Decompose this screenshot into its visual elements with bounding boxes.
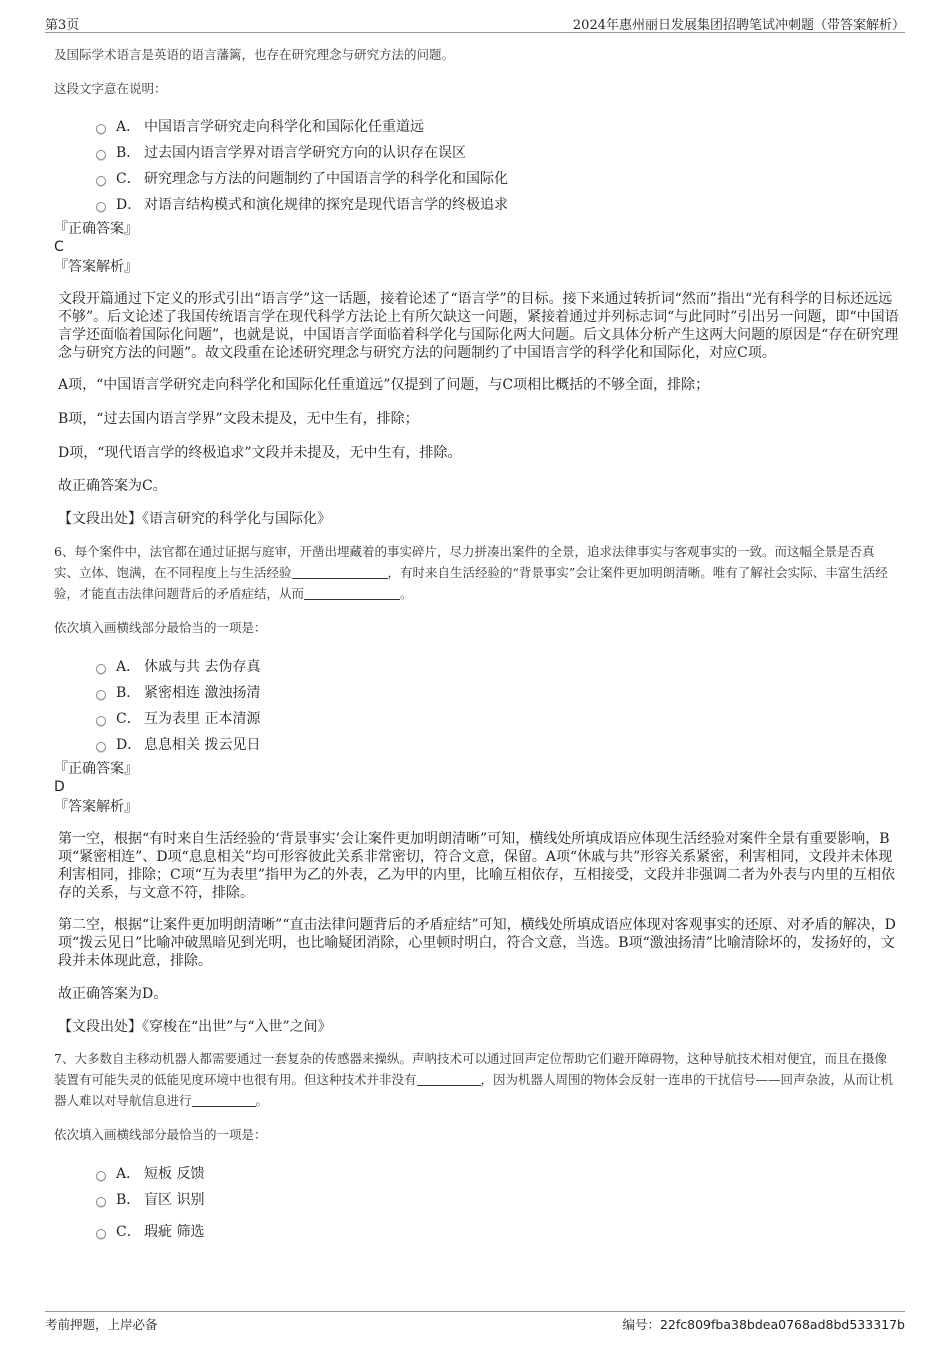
q5-stem-tail: 及国际学术语言是英语的语言藩篱，也存在研究理念与研究方法的问题。 [54,47,455,62]
document-title: 2024年惠州丽日发展集团招聘笔试冲刺题（带答案解析） [572,18,905,33]
q5-answer: C [54,239,64,255]
radio-icon[interactable] [96,1197,106,1207]
q5-option-c[interactable]: C． 研究理念与方法的问题制约了中国语言学的科学化和国际化 [96,166,899,192]
q7-option-b[interactable]: B． 盲区 识别 [96,1187,899,1213]
q5-option-d[interactable]: D． 对语言结构模式和演化规律的探究是现代语言学的终极追求 [96,192,899,218]
q5-analysis-p3: B项，“过去国内语言学界”文段未提及，无中生有，排除； [58,411,419,427]
q7-option-a[interactable]: A． 短板 反馈 [96,1161,899,1187]
q6-analysis-p1: 第一空，根据“有时来自生活经验的‘背景事实’会让案件更加明朗清晰”可知，横线处所填成语应体现生活经验对案件全景有重要影响，B项“紧密相连”、D项“息息相关”均可形容彼此关系非常密切，符合文意，保留。A项“休戚与共”形容关系紧密，利害相同，文段并未体现利害相同，排除；C项“互为表里”指甲为乙的外表，乙为甲的内里，比喻互相依存，互相接受，文段并非强调二者为外表与内里的互相依存的关系，与文意不符，排除。 [58,831,896,901]
page-header [45,14,905,33]
q5-analysis-p4: D项，“现代语言学的终极追求”文段并未提及，无中生有，排除。 [58,445,462,461]
q6-analysis-label: 『答案解析』 [54,799,138,815]
footer-slogan: 考前押题，上岸必备 [45,1317,158,1332]
q6-stem: 6、每个案件中，法官都在通过证据与庭审，开凿出埋藏着的事实碎片，尽力拼凑出案件的全景，追求法律事实与客观事实的一致。而这幅全景是否真实、立体、饱满，在不同程度上与生活经验 ，有时来自生活经验的“背景事实”会让案件更加明朗清晰。唯有了解社会实际、丰富生活经验，才能直击法律问题背后的矛盾症结，从而 。 [54,544,888,601]
radio-icon[interactable] [96,1171,106,1181]
q5-option-a[interactable]: A． 中国语言学研究走向科学化和国际化任重道远 [96,114,899,140]
q7-options [96,1161,899,1245]
radio-icon[interactable] [96,742,106,752]
radio-icon[interactable] [96,202,106,212]
radio-icon[interactable] [96,1229,106,1239]
q7-prompt: 依次填入画横线部分最恰当的一项是： [54,1127,267,1142]
blank-line [292,565,388,579]
page-number: 第3页 [45,18,80,33]
radio-icon[interactable] [96,716,106,726]
q6-prompt: 依次填入画横线部分最恰当的一项是： [54,620,267,635]
q7-stem: 7、大多数自主移动机器人都需要通过一套复杂的传感器来操纵。声呐技术可以通过回声定位帮助它们避开障碍物，这种导航技术相对便宜，而且在摄像装置有可能失灵的低能见度环境中也很有用。但这种技术并非没有 ，因为机器人周围的物体会反射一连串的干扰信号——回声杂波，从而让机器人难以对导航信息进行 。 [54,1051,894,1108]
document-body [54,44,899,1245]
radio-icon[interactable] [96,124,106,134]
q5-analysis-p2: A项，“中国语言学研究走向科学化和国际化任重道远”仅提到了问题，与C项相比概括的不够全面，排除； [58,377,710,393]
q6-option-a[interactable]: A． 休戚与共 去伪存真 [96,654,899,680]
q5-analysis-p5: 故正确答案为C。 [58,478,167,494]
radio-icon[interactable] [96,690,106,700]
q7-option-c[interactable]: C． 瑕疵 筛选 [96,1219,899,1245]
q6-analysis-p2: 第二空，根据“让案件更加明朗清晰”“直击法律问题背后的矛盾症结”可知，横线处所填成语应体现对客观事实的还原、对矛盾的解决，D项“拨云见日”比喻冲破黑暗见到光明，也比喻疑团消除，心里顿时明白，符合文意，当选。B项“激浊扬清”比喻清除坏的，发扬好的，文段并未体现此意，排除。 [58,917,896,969]
q6-option-c[interactable]: C． 互为表里 正本清源 [96,706,899,732]
radio-icon[interactable] [96,150,106,160]
q5-prompt: 这段文字意在说明： [54,81,167,96]
document-code: 编号：22fc809fba38bdea0768ad8bd533317b [622,1317,905,1332]
q5-source: 【文段出处】《语言研究的科学化与国际化》 [58,511,331,527]
blank-line [192,1093,256,1107]
page-footer [45,1311,905,1335]
q6-option-b[interactable]: B． 紧密相连 激浊扬清 [96,680,899,706]
q6-option-d[interactable]: D． 息息相关 拨云见日 [96,732,899,758]
radio-icon[interactable] [96,176,106,186]
q6-analysis-p3: 故正确答案为D。 [58,986,168,1002]
q5-options [96,114,899,218]
q6-answer: D [54,779,65,795]
q6-options [96,654,899,758]
q5-analysis-p1: 文段开篇通过下定义的形式引出“语言学”这一话题，接着论述了“语言学”的目标。接下来通过转折词“然而”指出“光有科学的目标还远远不够”。后文论述了我国传统语言学在现代科学方法论上有所欠缺这一问题，紧接着通过并列标志词“与此同时”引出另一问题，即“中国语言学还面临着国际化问题”，也就是说，中国语言学面临着科学化与国际化两大问题。后文具体分析产生这两大问题的原因是“存在研究理念与研究方法的问题”。故文段重在论述研究理念与研究方法的问题制约了中国语言学的科学化和国际化，对应C项。 [58,291,899,361]
blank-line [417,1072,481,1086]
q5-analysis-label: 『答案解析』 [54,259,138,275]
q5-option-b[interactable]: B． 过去国内语言学界对语言学研究方向的认识存在误区 [96,140,899,166]
q5-answer-label: 『正确答案』 [54,221,138,237]
radio-icon[interactable] [96,664,106,674]
q6-answer-label: 『正确答案』 [54,761,138,777]
blank-line [304,586,400,600]
q6-source: 【文段出处】《穿梭在“出世”与“入世”之间》 [58,1019,332,1035]
